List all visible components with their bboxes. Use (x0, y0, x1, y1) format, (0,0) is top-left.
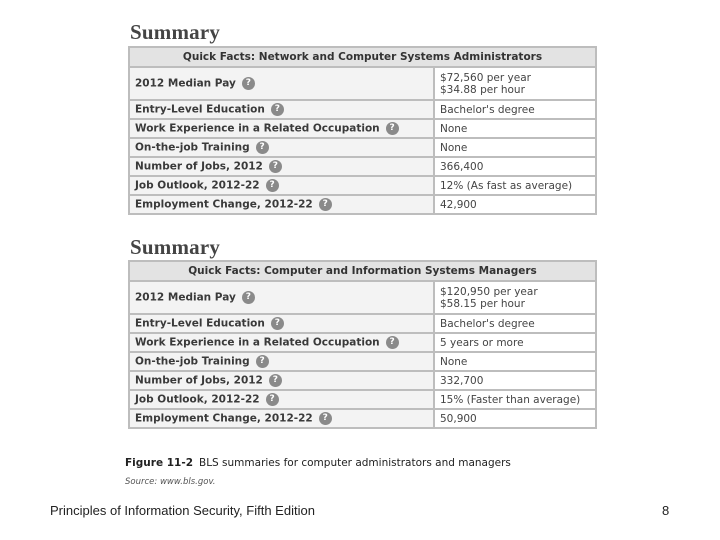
row-label: 2012 Median Pay (135, 77, 236, 90)
table-row (129, 371, 596, 390)
help-icon[interactable]: ? (319, 198, 332, 211)
table-row (129, 176, 596, 195)
table-row (129, 333, 596, 352)
row-value: $72,560 per year (440, 71, 531, 84)
help-icon[interactable]: ? (256, 355, 269, 368)
table-caption: Quick Facts: Network and Computer Systems Administrators (129, 47, 596, 67)
table-row (129, 390, 596, 409)
table-row (129, 352, 596, 371)
figure-caption (125, 457, 511, 469)
figure-source: Source: www.bls.gov. (125, 477, 216, 487)
row-label: Employment Change, 2012-22 (135, 198, 313, 211)
figure-number: Figure 11-2 (125, 457, 193, 469)
row-label: Job Outlook, 2012-22 (135, 393, 260, 406)
row-value: 50,900 (434, 409, 596, 428)
row-value: Bachelor's degree (434, 314, 596, 333)
quick-facts-table-managers (128, 260, 597, 429)
help-icon[interactable]: ? (386, 122, 399, 135)
row-value: $120,950 per year (440, 285, 538, 298)
row-value: None (434, 352, 596, 371)
figure-text: BLS summaries for computer administrators and managers (199, 457, 511, 469)
row-value: 332,700 (434, 371, 596, 390)
help-icon[interactable]: ? (242, 77, 255, 90)
table-row (129, 100, 596, 119)
help-icon[interactable]: ? (271, 103, 284, 116)
row-label: Number of Jobs, 2012 (135, 374, 263, 387)
table-row (129, 157, 596, 176)
quick-facts-table-admins (128, 46, 597, 215)
summary-heading-1: Summary (130, 20, 221, 44)
table-row (129, 314, 596, 333)
book-title-footer: Principles of Information Security, Fifth Edition (50, 503, 315, 518)
row-value: 366,400 (434, 157, 596, 176)
row-label: 2012 Median Pay (135, 291, 236, 304)
row-value: 15% (Faster than average) (434, 390, 596, 409)
row-value-secondary: $34.88 per hour (440, 83, 525, 96)
row-value: 42,900 (434, 195, 596, 214)
row-value: Bachelor's degree (434, 100, 596, 119)
help-icon[interactable]: ? (271, 317, 284, 330)
row-label: Number of Jobs, 2012 (135, 160, 263, 173)
row-label: Job Outlook, 2012-22 (135, 179, 260, 192)
row-label: On-the-job Training (135, 355, 250, 368)
help-icon[interactable]: ? (269, 160, 282, 173)
table-row (129, 138, 596, 157)
row-label: Entry-Level Education (135, 103, 265, 116)
row-value: None (434, 119, 596, 138)
help-icon[interactable]: ? (386, 336, 399, 349)
row-label: Work Experience in a Related Occupation (135, 122, 380, 135)
row-value-secondary: $58.15 per hour (440, 297, 525, 310)
row-value: 12% (As fast as average) (434, 176, 596, 195)
table-row (129, 195, 596, 214)
row-label: Employment Change, 2012-22 (135, 412, 313, 425)
table-row (129, 281, 596, 314)
table-row (129, 409, 596, 428)
help-icon[interactable]: ? (269, 374, 282, 387)
help-icon[interactable]: ? (242, 291, 255, 304)
table-row (129, 67, 596, 100)
row-value: None (434, 138, 596, 157)
row-value: 5 years or more (434, 333, 596, 352)
page-number: 8 (662, 503, 670, 518)
summary-heading-2: Summary (130, 235, 221, 259)
table-caption: Quick Facts: Computer and Information Systems Managers (129, 261, 596, 281)
help-icon[interactable]: ? (256, 141, 269, 154)
row-label: Entry-Level Education (135, 317, 265, 330)
row-label: Work Experience in a Related Occupation (135, 336, 380, 349)
help-icon[interactable]: ? (266, 179, 279, 192)
row-label: On-the-job Training (135, 141, 250, 154)
help-icon[interactable]: ? (319, 412, 332, 425)
table-row (129, 119, 596, 138)
help-icon[interactable]: ? (266, 393, 279, 406)
